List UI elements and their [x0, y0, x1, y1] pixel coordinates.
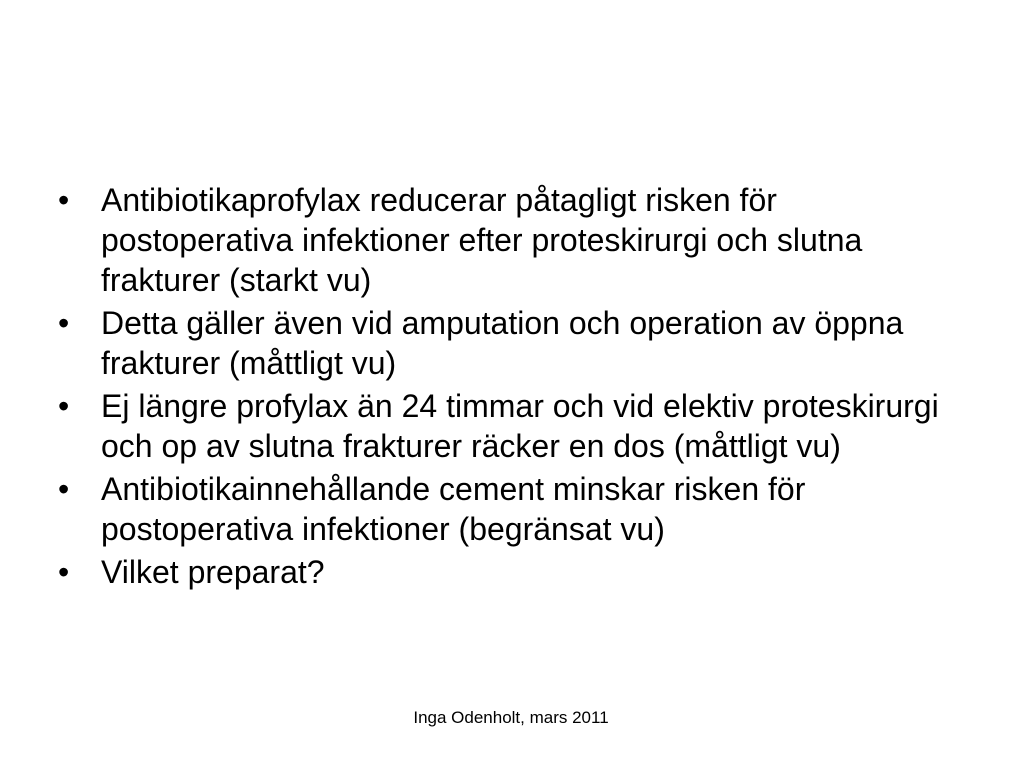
bullet-marker: •: [58, 305, 70, 341]
bullet-marker: •: [58, 554, 70, 590]
bullet-text: Ej längre profylax än 24 timmar och vid elektiv proteskirurgi och op av slutna frakturer räcker en dos (måttligt vu): [101, 388, 957, 464]
bullet-item: [55, 469, 975, 549]
bullet-list: [55, 180, 975, 595]
footer-text: Inga Odenholt, mars 2011: [413, 708, 609, 727]
slide-footer: [0, 708, 1024, 728]
bullet-item: [55, 303, 975, 383]
bullet-text: Detta gäller även vid amputation och operation av öppna frakturer (måttligt vu): [101, 305, 904, 381]
bullet-marker: •: [58, 182, 70, 218]
bullet-item: [55, 180, 975, 300]
bullet-text: Vilket preparat?: [101, 554, 325, 590]
bullet-marker: •: [58, 471, 70, 507]
bullet-text: Antibiotikaprofylax reducerar påtagligt risken för postoperativa infektioner efter proteskirurgi och slutna frakturer (starkt vu): [101, 182, 863, 298]
bullet-item: [55, 552, 975, 592]
bullet-text: Antibiotikainnehållande cement minskar risken för postoperativa infektioner (begränsat vu): [101, 471, 806, 547]
bullet-item: [55, 386, 975, 466]
bullet-marker: •: [58, 388, 70, 424]
